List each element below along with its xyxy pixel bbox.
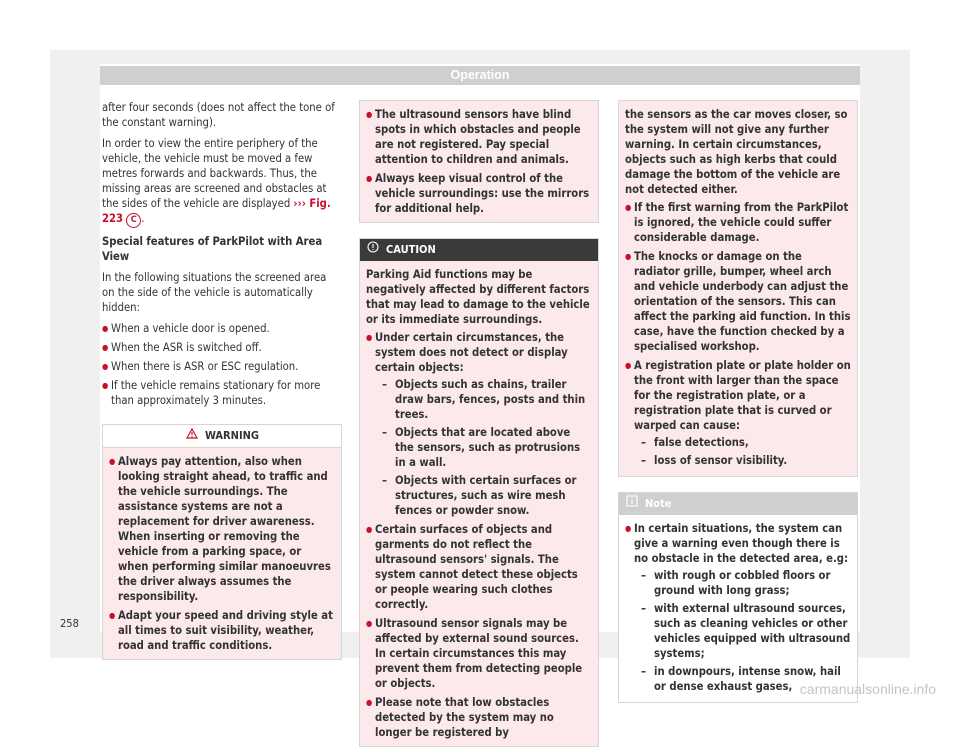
list-item: ● Always pay attention, also when looking straight ahead, to traffic and the vehicle surroundings. The assistance systems are not a replacement for driver awareness. When inserting or removing the vehicle from a parking space, or when performing similar manoeuvres the driver always assumes the responsibility. [109, 454, 335, 604]
list-item: ● A registration plate or plate holder on the front with larger than the space for the registration plate, or a registration plate that is curved or warped can cause: – false detections, – loss of sensor visibility. [625, 358, 851, 468]
paragraph: Parking Aid functions may be negatively affected by different factors that may lead to damage to the vehicle or its immediate surroundings. [366, 268, 590, 326]
list-item: ● When there is ASR or ESC regulation. [102, 359, 342, 374]
list-item: ● When the ASR is switched off. [102, 340, 342, 355]
list-item: ● If the vehicle remains stationary for more than approximately 3 minutes. [102, 378, 342, 408]
caution-box-header [360, 239, 598, 261]
caution-box [359, 238, 599, 747]
warning-box-header [103, 425, 341, 448]
column-2 [359, 100, 599, 747]
figure-reference-link[interactable]: ››› Fig. 223 [102, 197, 331, 225]
list-item: ● When a vehicle door is opened. [102, 321, 342, 336]
column-3 [618, 100, 858, 703]
list-item: ● Under certain circumstances, the system does not detect or display certain objects: – Objects such as chains, trailer draw bars, fences, posts and thin trees. – Objects that are located above the sensors, such as protrusions in a wall. – Objects with certain surfaces or structures, such as wire mesh fences or powder snow. [366, 330, 592, 518]
note-title: Note [645, 497, 672, 510]
sub-list-item: – Objects such as chains, trailer draw bars, fences, posts and thin trees. [375, 377, 592, 422]
note-box [618, 492, 858, 703]
section-header: Operation [100, 66, 860, 85]
sub-list-item: – with external ultrasound sources, such as cleaning vehicles or other vehicles equipped with ultrasound systems; [634, 601, 851, 661]
figure-letter-badge: C [126, 213, 141, 228]
info-icon [625, 493, 639, 515]
column-1 [102, 100, 342, 660]
list-item: ● The knocks or damage on the radiator grille, bumper, wheel arch and vehicle underbody can adjust the orientation of the sensors. This can affect the parking aid function. In this case, have the function checked by a specialised workshop. [625, 249, 851, 354]
sub-list-item: – Objects with certain surfaces or structures, such as wire mesh fences or powder snow. [375, 473, 592, 518]
paragraph: In the following situations the screened area on the side of the vehicle is automatically hidden: [102, 271, 327, 314]
caution-box-continued [618, 100, 858, 477]
note-body [619, 515, 857, 702]
warning-title: WARNING [204, 429, 260, 442]
list-item: ● The ultrasound sensors have blind spots in which obstacles and people are not registered. Pay special attention to children and animals. [366, 107, 592, 167]
sub-list-item: – in downpours, intense snow, hail or dense exhaust gases, [634, 664, 851, 694]
warning-box [102, 424, 342, 660]
list-item: ● Adapt your speed and driving style at all times to suit visibility, weather, road and traffic conditions. [109, 608, 335, 653]
list-item: ● If the first warning from the ParkPilot is ignored, the vehicle could suffer considerable damage. [625, 200, 851, 245]
warning-body [103, 448, 341, 659]
paragraph: the sensors as the car moves closer, so the system will not give any further warning. In certain circumstances, objects such as high kerbs that could damage the bottom of the vehicle are not detected either. [625, 108, 848, 196]
caution-body [619, 101, 857, 476]
sub-list-item: – false detections, [634, 435, 851, 450]
list-item: ● Always keep visual control of the vehicle surroundings: use the mirrors for additional help. [366, 171, 592, 216]
note-box-header [619, 493, 857, 515]
list-item: ● Please note that low obstacles detected by the system may no longer be registered by [366, 695, 592, 740]
watermark: carmanualsonline.info [799, 681, 936, 697]
list-item: ● In certain situations, the system can give a warning even though there is no obstacle in the detected area, e.g: – with rough or cobbled floors or ground with long grass; – with external ultrasound sources, such as cleaning vehicles or other vehicles equipped with ultrasound systems; – in downpours, intense snow, hail or dense exhaust gases, [625, 521, 851, 694]
sub-list-item: – loss of sensor visibility. [634, 453, 851, 468]
caution-body [360, 261, 598, 746]
sub-list-item: – Objects that are located above the sensors, such as protrusions in a wall. [375, 425, 592, 470]
paragraph: after four seconds (does not affect the tone of the constant warning). [102, 101, 335, 129]
list-item: ● Certain surfaces of objects and garments do not reflect the ultrasound sensors' signals. The system cannot detect these objects or people wearing such clothes correctly. [366, 522, 592, 612]
warning-body [360, 101, 598, 222]
paragraph: In order to view the entire periphery of the vehicle, the vehicle must be moved a few metres forwards and backwards. Thus, the missing areas are screened and obstacles at the sides of the vehicle are displayed ››› Fig. 223 C . [102, 136, 342, 228]
caution-title: CAUTION [386, 243, 436, 256]
page-number: 258 [60, 617, 79, 630]
caution-circle-icon [366, 239, 380, 261]
warning-triangle-icon [185, 425, 199, 447]
sub-list-item: – with rough or cobbled floors or ground with long grass; [634, 568, 851, 598]
warning-box-continued [359, 100, 599, 223]
list-item: ● Ultrasound sensor signals may be affected by external sound sources. In certain circumstances this may prevent them from detecting people or objects. [366, 616, 592, 691]
section-heading: Special features of ParkPilot with Area View [102, 235, 323, 263]
bullet-list [102, 321, 342, 408]
